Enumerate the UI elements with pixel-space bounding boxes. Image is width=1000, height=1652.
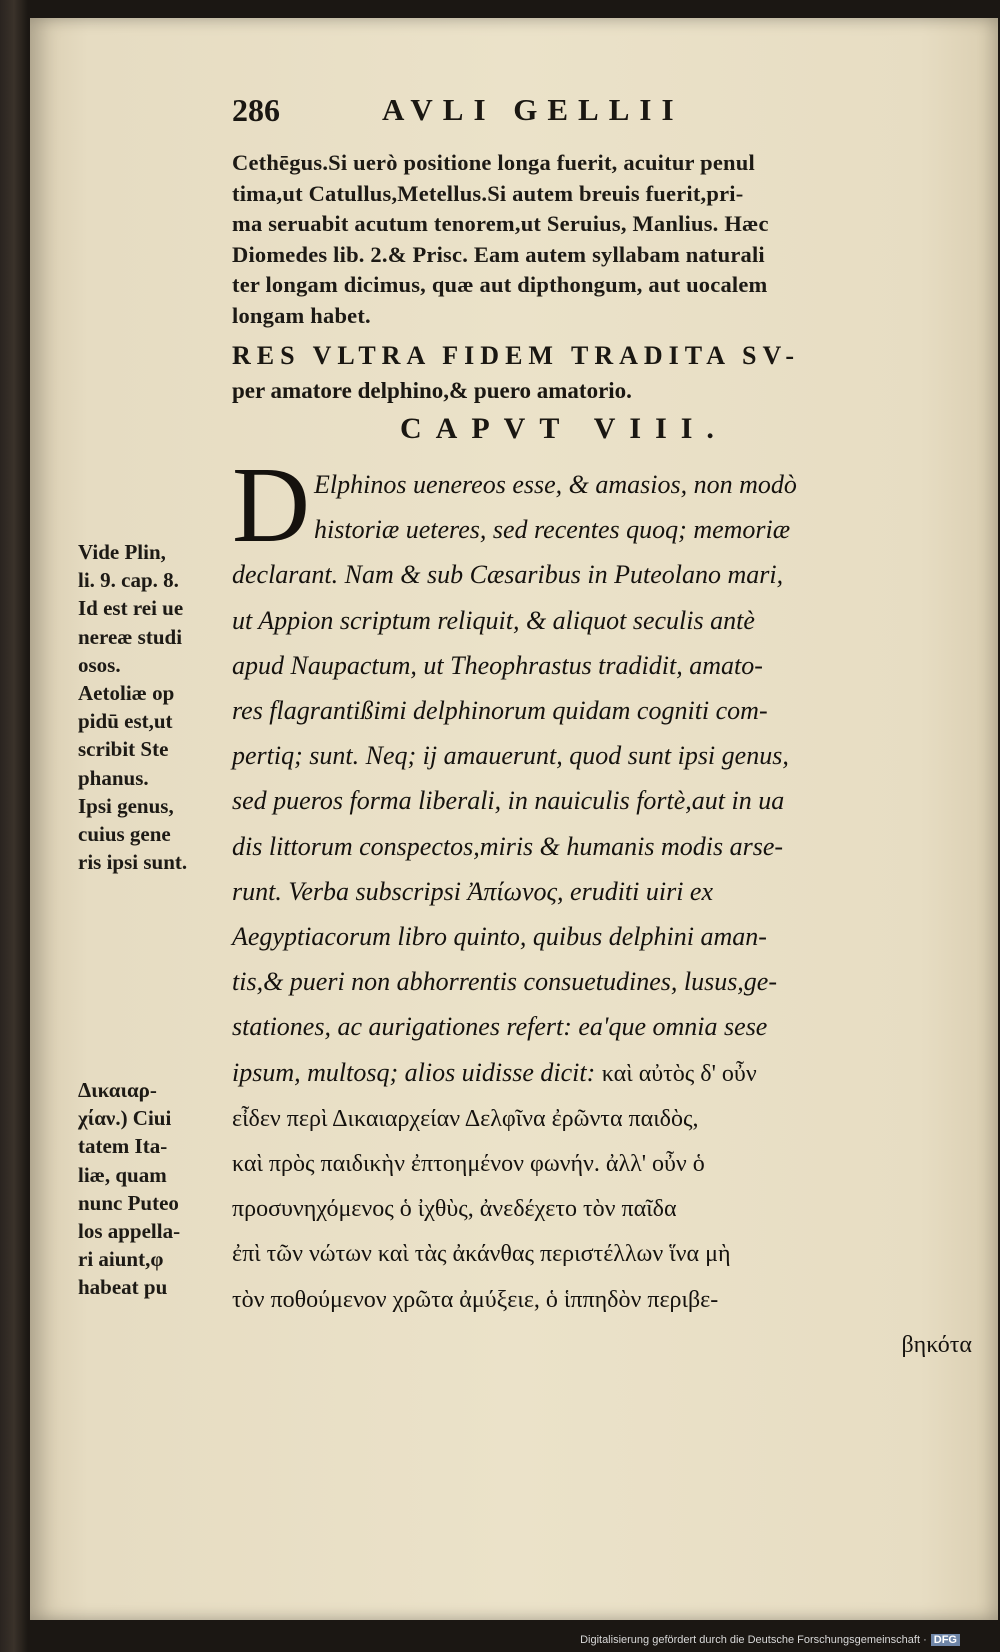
body-line-with-greek xyxy=(232,1050,980,1097)
digitization-credit-text: Digitalisierung gefördert durch die Deutsche Forschungsgemeinschaft xyxy=(580,1634,921,1646)
margin-note-line: los appella- xyxy=(78,1219,181,1244)
note-line: Diomedes lib. 2.& Prisc. Eam autem syllabam naturali xyxy=(232,241,765,267)
margin-note-first xyxy=(78,538,238,876)
note-line: ter longam dicimus, quæ aut dipthongum, aut uocalem xyxy=(232,272,768,297)
margin-note-line: Id est rei ue xyxy=(78,596,184,621)
margin-note-line: ri aiunt,φ xyxy=(78,1247,164,1272)
body-line-text: ipsum, multosq; alios uidisse dicit: xyxy=(232,1057,596,1087)
greek-line: προσυνηχόμενος ὁ ἰχθὺς, ἀνεδέχετο τὸν παῖδα xyxy=(232,1196,677,1223)
chapter-heading-line: per amatore delphino,& puero amatorio. xyxy=(232,378,632,403)
digitization-credit: Digitalisierung gefördert durch die Deutsche Forschungsgemeinschaft · DFG xyxy=(580,1634,960,1646)
page-header xyxy=(232,92,792,140)
margin-note-line: Aetoliæ op xyxy=(78,681,175,706)
margin-note-line: phanus. xyxy=(78,765,149,790)
margin-note-line: li. 9. cap. 8. xyxy=(78,568,179,593)
greek-catchword: βηκότα xyxy=(901,1331,972,1358)
margin-note-line: osos. xyxy=(78,652,121,677)
note-line: ma seruabit acutum tenorem,ut Seruius, Manlius. Hæc xyxy=(232,211,769,236)
greek-inline-text: καὶ αὐτὸς δ' οὖν xyxy=(601,1060,757,1087)
note-line: longam habet. xyxy=(232,302,371,328)
margin-note-line: nereæ studi xyxy=(78,624,183,649)
margin-note-line: pidū est,ut xyxy=(78,709,173,734)
page-number: 286 xyxy=(232,92,280,128)
margin-note-line: scribit Ste xyxy=(78,737,169,762)
margin-note-line: nunc Puteo xyxy=(78,1190,179,1215)
margin-note-line: liæ, quam xyxy=(78,1162,167,1187)
body-line: apud Naupactum, ut Theophrastus tradidit, amato- xyxy=(232,650,763,680)
margin-note-line: Δικαιαρ- xyxy=(78,1078,157,1102)
note-line: Cethēgus.Si uerò positione longa fuerit, acuitur penul xyxy=(232,150,755,175)
body-line: dis littorum conspectos,miris & humanis modis arse- xyxy=(232,831,784,861)
margin-note-line: ris ipsi sunt. xyxy=(78,850,188,875)
drop-cap-initial: D xyxy=(232,446,310,565)
running-head: AVLI GELLII xyxy=(382,92,684,127)
greek-line: ἐπὶ τῶν νώτων καὶ τὰς ἀκάνθας περιστέλλων ἵνα μὴ xyxy=(232,1241,731,1268)
margin-note-line: χίαν.) Ciui xyxy=(78,1106,172,1131)
dfg-logo: DFG xyxy=(931,1634,960,1646)
body-line: pertiq; sunt. Neq; ij amauerunt, quod sunt ipsi genus, xyxy=(232,741,789,771)
margin-note-line: habeat pu xyxy=(78,1275,168,1300)
body-line: Aegyptiacorum libro quinto, quibus delphini aman- xyxy=(232,922,767,952)
commentary-note-block xyxy=(232,148,972,331)
main-text xyxy=(232,446,980,1368)
body-line: stationes, ac aurigationes refert: ea'que omnia sese xyxy=(232,1012,768,1042)
margin-note-line: cuius gene xyxy=(78,822,171,847)
note-line: tima,ut Catullus,Metellus.Si autem breuis fuerit,pri- xyxy=(232,180,744,206)
body-line: Elphinos uenereos esse, & amasios, non modò xyxy=(314,470,797,499)
greek-line: καὶ πρὸς παιδικὴν ἐπτοημένον φωνήν. ἀλλ' οὖν ὁ xyxy=(232,1151,705,1178)
body-line: runt. Verba subscripsi Ἀπίωνος, eruditi uiri ex xyxy=(232,876,714,906)
greek-line: εἶδεν περὶ Δικαιαρχείαν Δελφῖνα ἐρῶντα παιδὸς, xyxy=(232,1105,699,1132)
body-line: historiæ ueteres, sed recentes quoq; memoriæ xyxy=(314,515,791,545)
body-line: ut Appion scriptum reliquit, & aliquot seculis antè xyxy=(232,605,755,635)
chapter-number: CAPVT VIII. xyxy=(400,412,728,445)
chapter-heading xyxy=(232,338,972,408)
margin-note-line: tatem Ita- xyxy=(78,1134,168,1159)
margin-note-line: Vide Plin, xyxy=(78,540,166,564)
body-line: sed pueros forma liberali, in nauiculis fortè,aut in ua xyxy=(232,786,785,816)
margin-note-line: Ipsi genus, xyxy=(78,793,174,818)
body-line: tis,& pueri non abhorrentis consuetudines, lusus,ge- xyxy=(232,967,778,997)
margin-note-second xyxy=(78,1076,238,1302)
body-line: res flagrantißimi delphinorum quidam cogniti com- xyxy=(232,696,768,726)
chapter-heading-line: RES VLTRA FIDEM TRADITA SV- xyxy=(232,341,800,370)
greek-line: τὸν ποθούμενον χρῶτα ἀμύξειε, ὁ ἱππηδὸν περιβε- xyxy=(232,1286,719,1313)
body-line: declarant. Nam & sub Cæsaribus in Puteolano mari, xyxy=(232,560,784,590)
